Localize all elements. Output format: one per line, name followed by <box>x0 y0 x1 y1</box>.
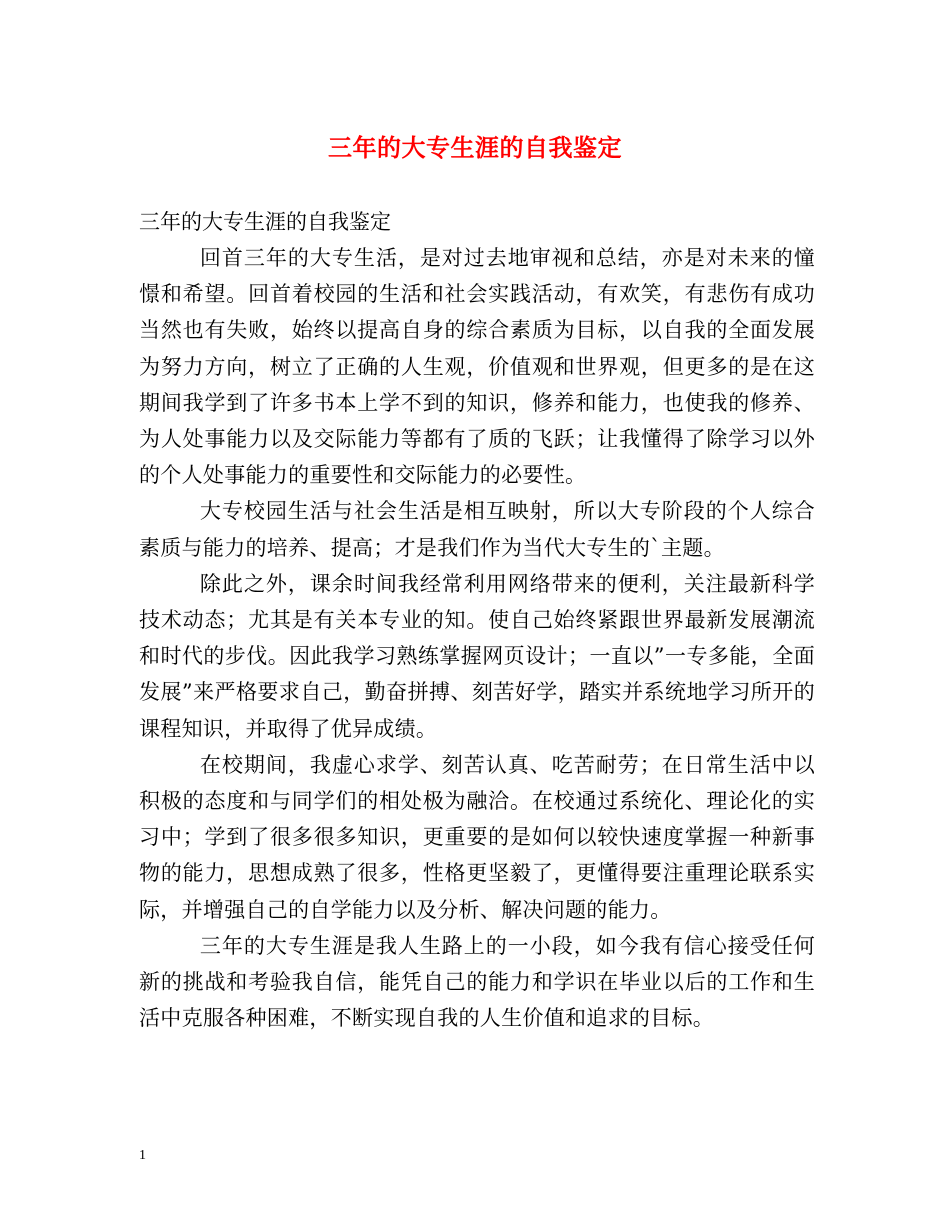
paragraph-2: 大专校园生活与社会生活是相互映射，所以大专阶段的个人综合素质与能力的培养、提高；才是我们作为当代大专生的`主题。 <box>139 499 815 560</box>
document-heading: 三年的大专生涯的自我鉴定 <box>139 210 391 234</box>
paragraph-3: 除此之外，课余时间我经常利用网络带来的便利，关注最新科学技术动态；尤其是有关本专业的知。使自己始终紧跟世界最新发展潮流和时代的步伐。因此我学习熟练掌握网页设计；一直以”一专多能，全面发展”来严格要求自己，勤奋拼搏、刻苦好学，踏实并系统地学习所开的课程知识，并取得了优异成绩。 <box>139 571 815 741</box>
paragraph-1: 回首三年的大专生活，是对过去地审视和总结，亦是对未来的憧憬和希望。回首着校园的生活和社会实践活动，有欢笑，有悲伤有成功当然也有失败，始终以提高自身的综合素质为目标，以自我的全面发展为努力方向，树立了正确的人生观，价值观和世界观，但更多的是在这期间我学到了许多书本上学不到的知识，修养和能力，也使我的修养、为人处事能力以及交际能力等都有了质的飞跃；让我懂得了除学习以外的个人处事能力的重要性和交际能力的必要性。 <box>139 246 815 488</box>
document-body <box>139 204 815 1036</box>
paragraph-5: 三年的大专生涯是我人生路上的一小段，如今我有信心接受任何新的挑战和考验我自信，能凭自己的能力和学识在毕业以后的工作和生活中克服各种困难，不断实现自我的人生价值和追求的目标。 <box>139 933 815 1031</box>
page-number: 1 <box>139 1148 146 1163</box>
document-title: 三年的大专生涯的自我鉴定 <box>328 133 622 162</box>
paragraph-4: 在校期间，我虚心求学、刻苦认真、吃苦耐劳；在日常生活中以积极的态度和与同学们的相处极为融洽。在校通过系统化、理论化的实习中；学到了很多很多知识，更重要的是如何以较快速度掌握一种新事物的能力，思想成熟了很多，性格更坚毅了，更懂得要注重理论联系实际，并增强自己的自学能力以及分析、解决问题的能力。 <box>139 752 815 922</box>
